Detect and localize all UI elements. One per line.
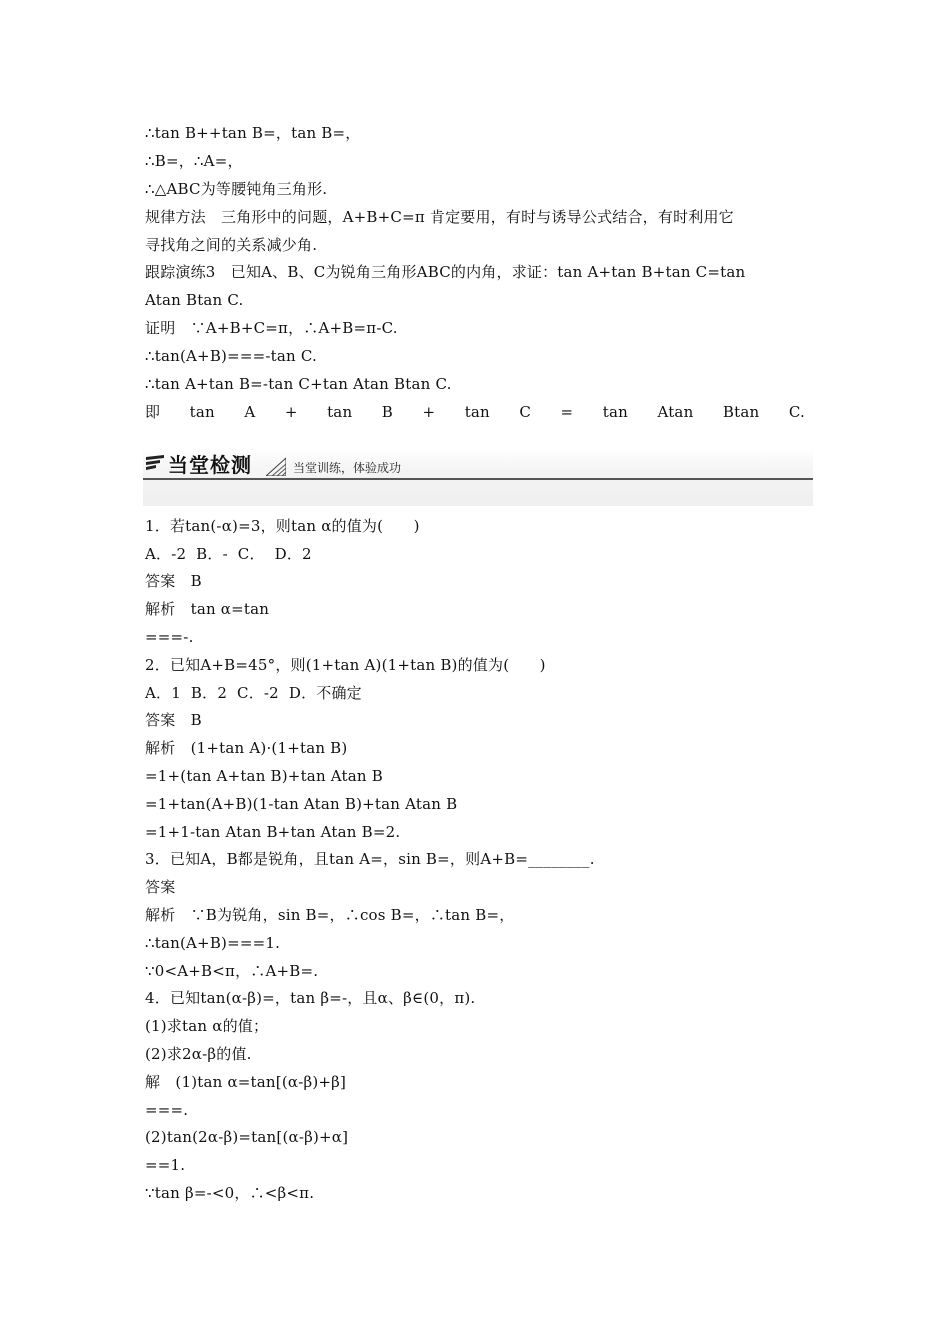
token: tan — [327, 403, 353, 421]
token: tan — [602, 403, 628, 421]
text-line: ∴tan(A+B)===1. — [145, 934, 281, 952]
text-line: ∴△ABC为等腰钝角三角形. — [145, 180, 328, 198]
token: = — [560, 403, 574, 421]
text-line: ∵0<A+B<π，∴A+B=. — [145, 962, 319, 980]
token: A — [244, 403, 256, 421]
text-line: 答案 B — [145, 711, 202, 729]
section-divider — [143, 478, 813, 480]
text-line: =1+tan(A+B)(1-tan Atan B)+tan Atan B — [145, 795, 458, 813]
token: Btan — [722, 403, 760, 421]
token: B — [381, 403, 393, 421]
text-line: 解 (1)tan α=tan[(α-β)+β] — [145, 1073, 347, 1091]
text-line: A．-2 B．- C． D．2 — [145, 545, 312, 563]
text-line: 证明 ∵A+B+C=π，∴A+B=π-C. — [145, 319, 398, 337]
stripes-icon — [146, 455, 164, 473]
text-line: ∴tan B++tan B=，tan B=， — [145, 124, 361, 142]
text-line: 答案 B — [145, 572, 202, 590]
text-line: ==1. — [145, 1156, 186, 1174]
text-line: (1)求tan α的值； — [145, 1017, 269, 1035]
text-line: 解析 (1+tan A)·(1+tan B) — [145, 739, 348, 757]
text-line: 解析 ∵B为锐角，sin B=，∴cos B=，∴tan B=， — [145, 906, 515, 924]
text-line: ∵tan β=-<0，∴<β<π. — [145, 1184, 315, 1202]
text-line: =1+1-tan Atan B+tan Atan B=2. — [145, 823, 401, 841]
text-line: (2)tan(2α-β)=tan[(α-β)+α] — [145, 1128, 349, 1146]
token: Atan — [657, 403, 694, 421]
text-line: ∴tan(A+B)===-tan C. — [145, 347, 317, 365]
text-line: 解析 tan α=tan — [145, 600, 270, 618]
text-line: (2)求2α-β的值. — [145, 1045, 252, 1063]
hatched-triangle-icon — [266, 456, 286, 476]
token: C — [519, 403, 532, 421]
text-line: 4．已知tan(α-β)=，tan β=-，且α、β∈(0，π). — [145, 989, 476, 1007]
text-line: 3．已知A，B都是锐角，且tan A=，sin B=，则A+B=________. — [145, 850, 595, 868]
text-line: ∴B=，∴A=， — [145, 152, 243, 170]
token: + — [284, 403, 298, 421]
text-line: 2．已知A+B=45°，则(1+tan A)(1+tan B)的值为( ) — [145, 656, 546, 674]
text-line: A．1 B．2 C．-2 D．不确定 — [145, 684, 362, 702]
justified-conclusion-line — [145, 402, 805, 422]
text-line: 寻找角之间的关系减少角. — [145, 236, 318, 254]
token: C. — [788, 403, 805, 421]
section-subtitle: 当堂训练，体验成功 — [293, 461, 402, 475]
text-line: 1．若tan(-α)=3，则tan α的值为( ) — [145, 517, 420, 535]
text-line: ∴tan A+tan B=-tan C+tan Atan Btan C. — [145, 375, 452, 393]
text-line: 跟踪演练3 已知A、B、C为锐角三角形ABC的内角，求证：tan A+tan B+tan C=tan — [145, 263, 746, 281]
text-line: ===-. — [145, 628, 194, 646]
text-line: ===. — [145, 1101, 189, 1119]
token: tan — [189, 403, 215, 421]
token: 即 — [145, 403, 161, 421]
token: tan — [464, 403, 490, 421]
text-line: 规律方法 三角形中的问题，A+B+C=π 肯定要用，有时与诱导公式结合，有时利用它 — [145, 208, 734, 226]
token: + — [422, 403, 436, 421]
text-line: Atan Btan C. — [145, 291, 244, 309]
section-title: 当堂检测 — [168, 453, 252, 477]
text-line: =1+(tan A+tan B)+tan Atan B — [145, 767, 383, 785]
text-line: 答案 — [145, 878, 176, 896]
